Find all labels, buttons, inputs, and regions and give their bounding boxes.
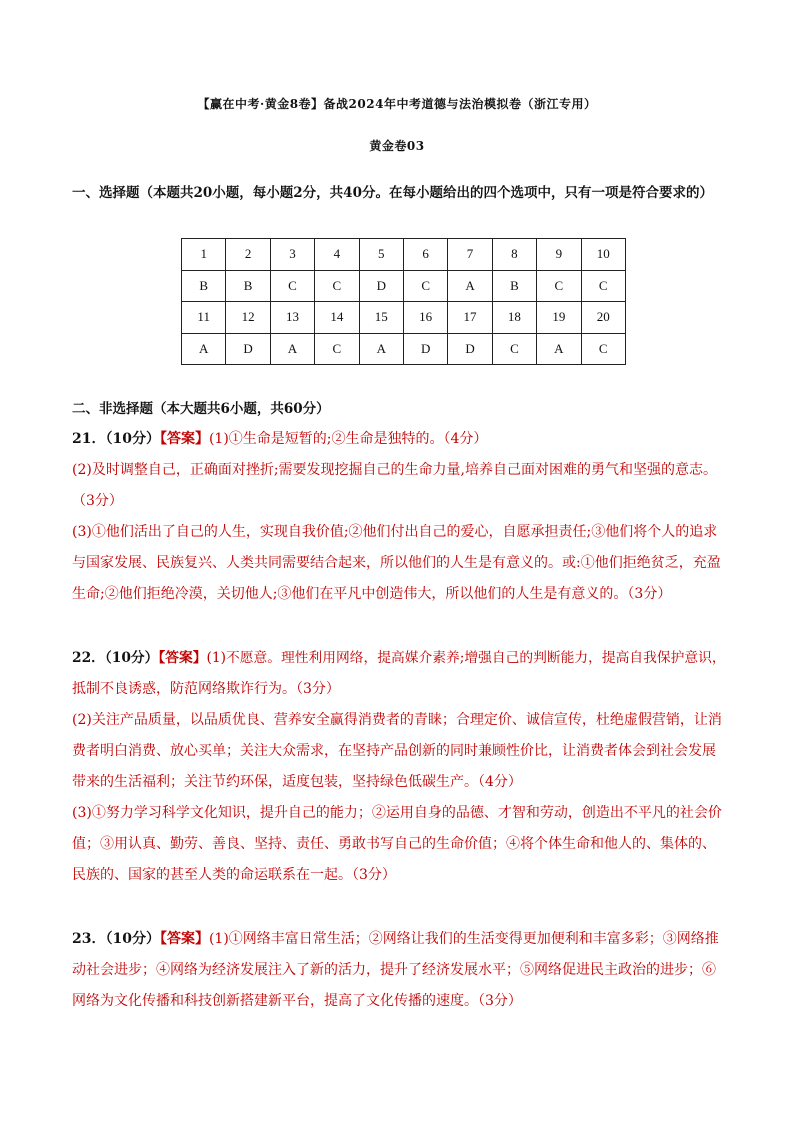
answer-text: 与国家发展、民族复兴、人类共同需要结合起来，所以他们的人生是有意义的。或:①他们拒绝贫乏，充盈 bbox=[72, 555, 721, 571]
question-23 bbox=[72, 924, 726, 1017]
answer-table bbox=[181, 238, 626, 365]
answer-text: （3分） bbox=[72, 493, 123, 509]
section-2-heading: 二、非选择题（本大题共6小题，共60分） bbox=[72, 401, 330, 417]
table-cell: 11 bbox=[182, 302, 226, 334]
answer-text: 动社会进步；④网络为经济发展注入了新的活力，提升了经济发展水平；⑤网络促进民主政治的进步；⑥ bbox=[72, 962, 716, 978]
table-cell: D bbox=[403, 333, 447, 365]
table-cell: 4 bbox=[315, 239, 359, 271]
table-row bbox=[182, 239, 626, 271]
table-cell: 18 bbox=[492, 302, 536, 334]
question-number: 21．（10分） bbox=[72, 431, 160, 447]
table-cell: 15 bbox=[359, 302, 403, 334]
answer-text: (2)及时调整自己，正确面对挫折;需要发现挖掘自己的生命力量,培养自己面对困难的勇气和坚强的意志。 bbox=[72, 462, 717, 478]
table-cell: 17 bbox=[448, 302, 492, 334]
table-cell: 19 bbox=[537, 302, 581, 334]
answer-text: 费者明白消费、放心买单；关注大众需求，在坚持产品创新的同时兼顾性价比，让消费者体会到社会发展 bbox=[72, 743, 716, 759]
table-cell: 13 bbox=[270, 302, 314, 334]
table-row bbox=[182, 302, 626, 334]
answer-text: (1)①网络丰富日常生活；②网络让我们的生活变得更加便利和丰富多彩；③网络推 bbox=[208, 931, 719, 947]
question-22-line bbox=[72, 643, 726, 674]
table-cell: 14 bbox=[315, 302, 359, 334]
table-cell: 9 bbox=[537, 239, 581, 271]
question-22 bbox=[72, 643, 726, 891]
table-cell: A bbox=[270, 333, 314, 365]
question-number: 22．（10分） bbox=[72, 650, 159, 666]
answer-text: 网络为文化传播和科技创新搭建新平台，提高了文化传播的速度。（3分） bbox=[72, 993, 522, 1009]
table-cell: A bbox=[359, 333, 403, 365]
table-cell: A bbox=[448, 270, 492, 302]
answer-tag: 【答案】 bbox=[158, 650, 207, 666]
table-cell: B bbox=[492, 270, 536, 302]
answer-text: 民族的、国家的甚至人类的命运联系在一起。（3分） bbox=[72, 867, 396, 883]
table-cell: 6 bbox=[403, 239, 447, 271]
answer-tag: 【答案】 bbox=[159, 931, 209, 947]
table-cell: B bbox=[182, 270, 226, 302]
table-cell: 1 bbox=[182, 239, 226, 271]
table-cell: C bbox=[581, 270, 625, 302]
question-23-line bbox=[72, 924, 726, 955]
table-cell: 20 bbox=[581, 302, 625, 334]
question-21 bbox=[72, 424, 726, 610]
table-cell: D bbox=[359, 270, 403, 302]
table-cell: C bbox=[270, 270, 314, 302]
table-cell: C bbox=[403, 270, 447, 302]
table-cell: B bbox=[226, 270, 270, 302]
table-cell: 8 bbox=[492, 239, 536, 271]
answer-text: (1)不愿意。理性利用网络，提高媒介素养;增强自己的判断能力，提高自我保护意识， bbox=[206, 650, 726, 666]
table-cell: D bbox=[226, 333, 270, 365]
table-cell: C bbox=[537, 270, 581, 302]
document-subtitle: 黄金卷03 bbox=[369, 139, 425, 153]
answer-tag: 【答案】 bbox=[159, 431, 209, 447]
answer-text: (3)①努力学习科学文化知识，提升自己的能力；②运用自身的品德、才智和劳动，创造出不平凡的社会价 bbox=[72, 805, 722, 821]
document-title: 【赢在中考·黄金8卷】备战2024年中考道德与法治模拟卷（浙江专用） bbox=[197, 97, 597, 111]
answer-text: 生命;②他们拒绝冷漠，关切他人;③他们在平凡中创造伟大，所以他们的人生是有意义的。（3分） bbox=[72, 586, 672, 602]
table-cell: 10 bbox=[581, 239, 625, 271]
table-cell: 2 bbox=[226, 239, 270, 271]
answer-text: (3)①他们活出了自己的人生，实现自我价值;②他们付出自己的爱心，自愿承担责任;③他们将个人的追求 bbox=[72, 524, 718, 540]
answer-text: (1)①生命是短暂的;②生命是独特的。（4分） bbox=[208, 431, 488, 447]
table-cell: C bbox=[315, 333, 359, 365]
table-cell: A bbox=[537, 333, 581, 365]
answer-text: 抵制不良诱惑，防范网络欺诈行为。（3分） bbox=[72, 681, 340, 697]
table-cell: C bbox=[581, 333, 625, 365]
section-1-heading: 一、选择题（本题共20小题，每小题2分，共40分。在每小题给出的四个选项中，只有一项是符合要求的） bbox=[72, 185, 713, 201]
answer-text: 带来的生活福利；关注节约环保，适度包装，坚持绿色低碳生产。（4分） bbox=[72, 774, 522, 790]
table-cell: C bbox=[315, 270, 359, 302]
table-cell: C bbox=[492, 333, 536, 365]
table-row bbox=[182, 333, 626, 365]
table-cell: 5 bbox=[359, 239, 403, 271]
table-cell: 12 bbox=[226, 302, 270, 334]
table-cell: 7 bbox=[448, 239, 492, 271]
answer-text: 值；③用认真、勤劳、善良、坚持、责任、勇敢书写自己的生命价值；④将个体生命和他人的、集体的、 bbox=[72, 836, 716, 852]
table-cell: A bbox=[182, 333, 226, 365]
question-21-line bbox=[72, 424, 726, 455]
table-row bbox=[182, 270, 626, 302]
question-number: 23．（10分） bbox=[72, 931, 160, 947]
table-cell: 3 bbox=[270, 239, 314, 271]
table-cell: 16 bbox=[403, 302, 447, 334]
answer-text: (2)关注产品质量，以品质优良、营养安全赢得消费者的青睐；合理定价、诚信宣传，杜绝虚假营销，让消 bbox=[72, 712, 722, 728]
table-cell: D bbox=[448, 333, 492, 365]
